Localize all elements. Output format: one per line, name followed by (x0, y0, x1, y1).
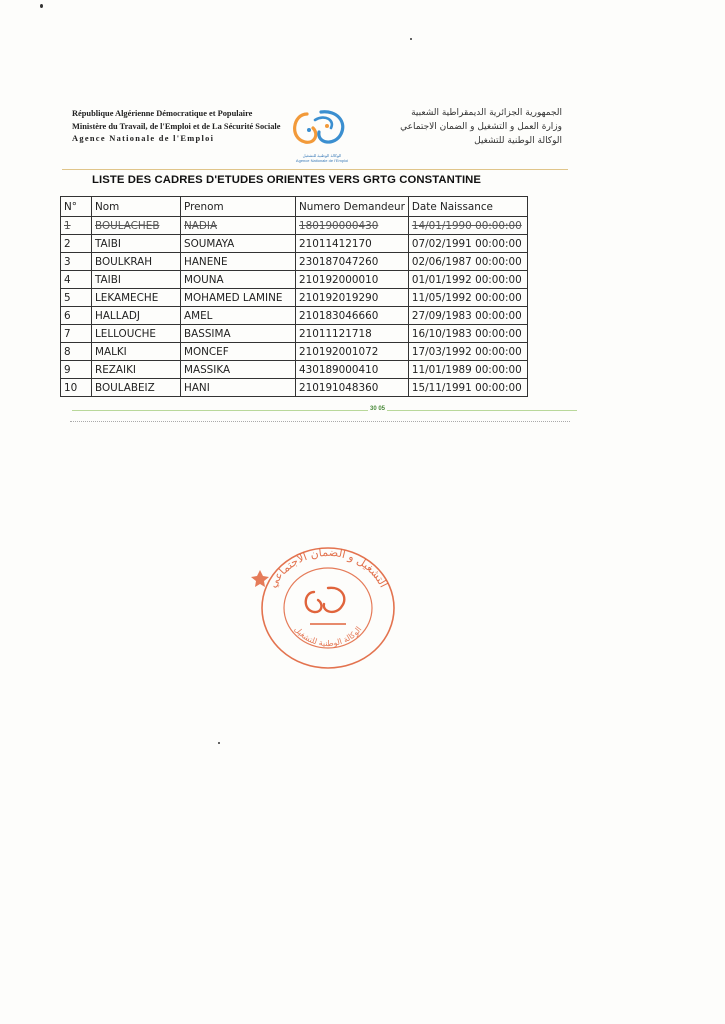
footer-code: 30 05 (370, 406, 386, 412)
logo-caption-arabic: الوكالة الوطنية للتشغيل (302, 153, 342, 158)
header-french-block (72, 108, 282, 146)
cell-number: 8 (61, 343, 92, 361)
cell-nom: BOULKRAH (92, 253, 181, 271)
cell-numero-demandeur: 210192019290 (296, 289, 409, 307)
cell-number: 7 (61, 325, 92, 343)
cell-date-naissance: 27/09/1983 00:00:00 (408, 307, 527, 325)
cell-numero-demandeur: 180190000430 (296, 217, 409, 235)
footer-address-strip (70, 413, 570, 422)
candidates-table (60, 196, 528, 397)
cell-number: 6 (61, 307, 92, 325)
cell-prenom: SOUMAYA (181, 235, 296, 253)
cell-nom: TAIBI (92, 235, 181, 253)
column-header-prenom: Prenom (181, 197, 296, 217)
header-republic-line: République Algérienne Démocratique et Populaire (72, 109, 253, 118)
table-body (61, 217, 528, 397)
scan-speck (410, 38, 412, 40)
cell-prenom: MOUNA (181, 271, 296, 289)
cell-prenom: NADIA (181, 217, 296, 235)
stamp-inner-text: الوكالة الوطنية للتشغيل (292, 624, 364, 649)
cell-date-naissance: 16/10/1983 00:00:00 (408, 325, 527, 343)
logo-caption-french: Agence Nationale de l'Emploi (295, 158, 349, 163)
cell-numero-demandeur: 210192000010 (296, 271, 409, 289)
header-ministry-line: Ministère du Travail, de l'Emploi et de La Sécurité Sociale (72, 121, 281, 131)
column-header-numero-demandeur: Numero Demandeur (296, 197, 409, 217)
column-header-date-naissance: Date Naissance (408, 197, 527, 217)
document-title: LISTE DES CADRES D'ETUDES ORIENTES VERS GRTG CONSTANTINE (92, 174, 482, 186)
cell-numero-demandeur: 430189000410 (296, 361, 409, 379)
cell-date-naissance: 14/01/1990 00:00:00 (408, 217, 527, 235)
cell-prenom: MONCEF (181, 343, 296, 361)
cell-date-naissance: 11/01/1989 00:00:00 (408, 361, 527, 379)
cell-prenom: HANENE (181, 253, 296, 271)
column-header-nom: Nom (92, 197, 181, 217)
cell-nom: MALKI (92, 343, 181, 361)
header-arabic-agency: الوكالة الوطنية للتشغيل (474, 136, 562, 146)
cell-date-naissance: 02/06/1987 00:00:00 (408, 253, 527, 271)
header-arabic-block (366, 106, 562, 148)
cell-number: 1 (61, 217, 92, 235)
cell-date-naissance: 11/05/1992 00:00:00 (408, 289, 527, 307)
table-row (61, 361, 528, 379)
cell-date-naissance: 17/03/1992 00:00:00 (408, 343, 527, 361)
cell-number: 10 (61, 379, 92, 397)
cell-numero-demandeur: 210191048360 (296, 379, 409, 397)
table-row (61, 325, 528, 343)
table-row (61, 307, 528, 325)
cell-prenom: HANI (181, 379, 296, 397)
cell-prenom: BASSIMA (181, 325, 296, 343)
cell-nom: TAIBI (92, 271, 181, 289)
table-row (61, 235, 528, 253)
cell-date-naissance: 01/01/1992 00:00:00 (408, 271, 527, 289)
column-header-number: N° (61, 197, 92, 217)
cell-number: 3 (61, 253, 92, 271)
cell-date-naissance: 15/11/1991 00:00:00 (408, 379, 527, 397)
scan-speck (218, 742, 220, 744)
cell-numero-demandeur: 210192001072 (296, 343, 409, 361)
cell-number: 2 (61, 235, 92, 253)
table-row (61, 289, 528, 307)
header-arabic-ministry: وزارة العمل و التشغيل و الضمان الاجتماعي (400, 122, 562, 132)
cell-nom: LEKAMECHE (92, 289, 181, 307)
cell-numero-demandeur: 21011121718 (296, 325, 409, 343)
cell-prenom: MASSIKA (181, 361, 296, 379)
svg-text:الوكالة الوطنية للتشغيل (293, 625, 364, 648)
stamp-outer-text: التشغيل و الضمان الاجتماعي (266, 545, 391, 590)
cell-prenom: MOHAMED LAMINE (181, 289, 296, 307)
table-row (61, 343, 528, 361)
header-divider (62, 169, 568, 170)
cell-nom: HALLADJ (92, 307, 181, 325)
official-stamp-icon (248, 540, 408, 670)
table-row (61, 271, 528, 289)
table-row (61, 217, 528, 235)
cell-number: 5 (61, 289, 92, 307)
cell-numero-demandeur: 230187047260 (296, 253, 409, 271)
cell-date-naissance: 07/02/1991 00:00:00 (408, 235, 527, 253)
table-header-row (61, 197, 528, 217)
header-arabic-republic: الجمهورية الجزائرية الديمقراطية الشعبية (411, 108, 562, 118)
cell-number: 4 (61, 271, 92, 289)
cell-nom: REZAIKI (92, 361, 181, 379)
logo-caption (282, 153, 362, 163)
header-agency-line: Agence Nationale de l'Emploi (72, 134, 215, 143)
cell-number: 9 (61, 361, 92, 379)
table-row (61, 253, 528, 271)
cell-numero-demandeur: 21011412170 (296, 235, 409, 253)
footer-rule (72, 410, 577, 411)
cell-nom: BOULACHEB (92, 217, 181, 235)
table-row (61, 379, 528, 397)
cell-prenom: AMEL (181, 307, 296, 325)
scan-speck (40, 4, 43, 8)
cell-numero-demandeur: 210183046660 (296, 307, 409, 325)
cell-nom: BOULABEIZ (92, 379, 181, 397)
cell-nom: LELLOUCHE (92, 325, 181, 343)
